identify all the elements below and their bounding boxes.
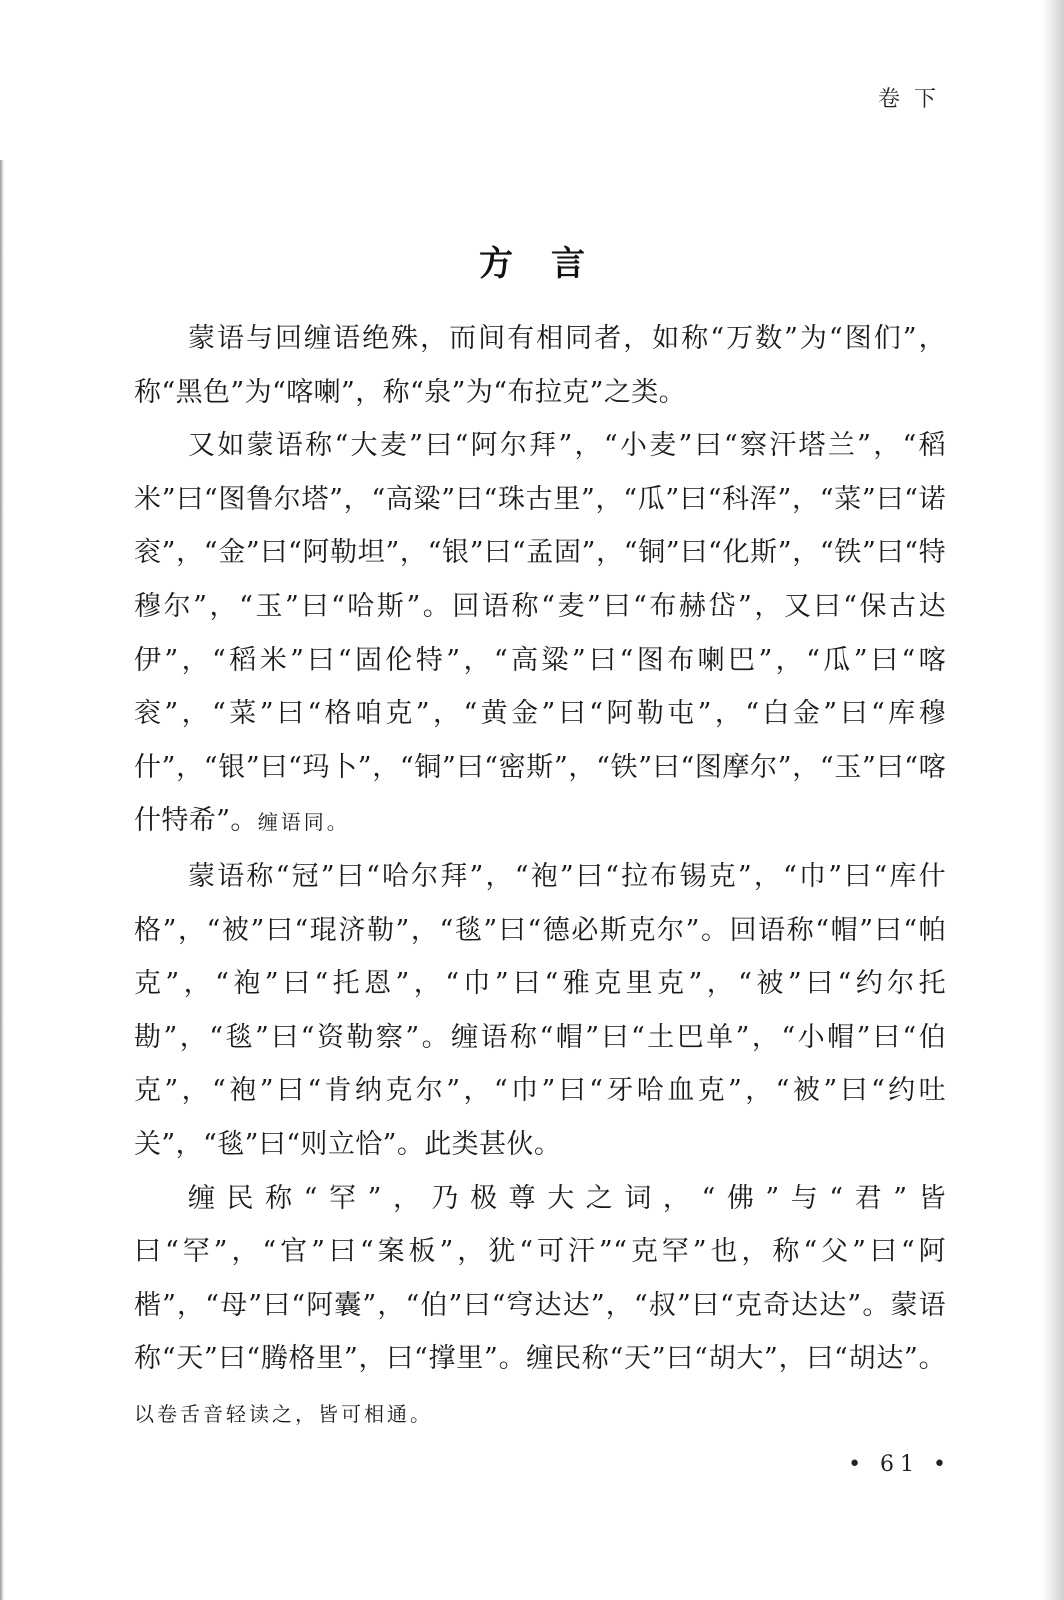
paragraph-4 bbox=[134, 1172, 946, 1442]
running-head: 卷下 bbox=[877, 87, 950, 112]
left-page-edge bbox=[0, 160, 4, 1600]
paragraph-3 bbox=[134, 850, 946, 1172]
paragraph-4-note: 以卷舌音轻读之，皆可相通。 bbox=[134, 1401, 433, 1426]
paragraph-3-text: 蒙语称“冠”曰“哈尔拜”，“袍”曰“拉布锡克”，“巾”曰“库什格”，“被”曰“琨济勒”，“毯”曰“德必斯克尔”。回语称“帽”曰“帕克”，“袍”曰“托恩”，“巾”曰“雅克里克”，“被”曰“约尔托勘”，“毯”曰“资勒察”。缠语称“帽”曰“土巴单”，“小帽”曰“伯克”，“袍”曰“肯纳克尔”，“巾”曰“牙哈血克”，“被”曰“约吐关”，“毯”曰“则立恰”。此类甚伙。 bbox=[134, 860, 946, 1160]
paragraph-2 bbox=[134, 419, 946, 850]
paragraph-2-note: 缠语同。 bbox=[257, 810, 350, 835]
page-number: • 61 • bbox=[848, 1452, 952, 1477]
paragraph-1 bbox=[134, 312, 946, 419]
paragraph-2-text: 又如蒙语称“大麦”曰“阿尔拜”，“小麦”曰“察汗塔兰”，“稻米”曰“图鲁尔塔”，“高粱”曰“珠古里”，“瓜”曰“科浑”，“菜”曰“诺衮”，“金”曰“阿勒坦”，“银”曰“孟固”，“铜”曰“化斯”，“铁”曰“特穆尔”，“玉”曰“哈斯”。回语称“麦”曰“布赫岱”，又曰“保古达伊”，“稻米”曰“固伦特”，“高粱”曰“图布喇巴”，“瓜”曰“喀衮”，“菜”曰“格咱克”，“黄金”曰“阿勒屯”，“白金”曰“库穆什”，“银”曰“玛卜”，“铜”曰“密斯”，“铁”曰“图摩尔”，“玉”曰“喀什特希”。 bbox=[134, 430, 946, 837]
body-text bbox=[134, 312, 946, 1441]
paragraph-4-text: 缠民称“罕”，乃极尊大之词，“佛”与“君”皆曰“罕”，“官”曰“案板”，犹“可汗”“克罕”也，称“父”曰“阿楷”，“母”曰“阿囊”，“伯”曰“穹达达”，“叔”曰“克奇达达”。蒙语称“天”曰“腾格里”，曰“撑里”。缠民称“天”曰“胡大”，曰“胡达”。 bbox=[134, 1182, 946, 1375]
paragraph-1-text: 蒙语与回缠语绝殊，而间有相同者，如称“万数”为“图们”，称“黑色”为“喀喇”，称“泉”为“布拉克”之类。 bbox=[134, 323, 946, 408]
section-title: 方言 bbox=[479, 244, 623, 284]
